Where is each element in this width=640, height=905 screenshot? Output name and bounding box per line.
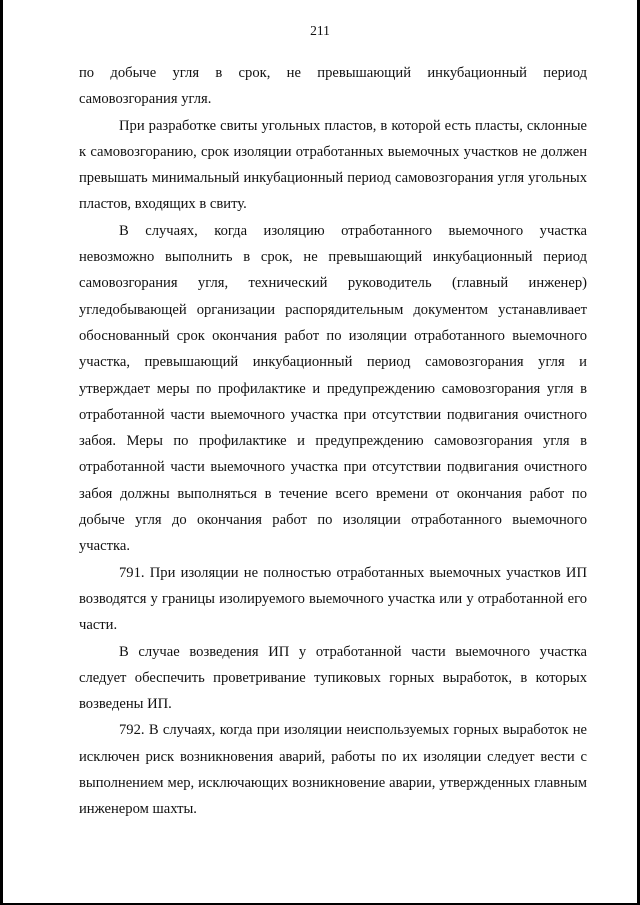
paragraph-isolation-delay: В случаях, когда изоляцию отработанного выемочного участка невозможно выполнить в срок, не превышающий инкубационный период самовозгорания угля, технический руководитель (главный инженер) угледобывающей организации распорядительным документом устанавливает обоснованный срок окончания работ по изоляции отработанного выемочного участка, превышающий инкубационный период самовозгорания угля и утверждает меры по профилактике и предупреждению самовозгорания угля в отработанной части выемочного участка при отсутствии подвигания очистного забоя. Меры по профилактике и предупреждению самовозгорания угля в отработанной части выемочного участка при отсутствии подвигания очистного забоя должны выполняться в течение всего времени от окончания работ по добыче угля до окончания работ по изоляции отработанного выемочного участка. xyxy=(79,222,587,555)
paragraph-792: 792. В случаях, когда при изоляции неиспользуемых горных выработок не исключен риск возникновения аварий, работы по их изоляции следует вести с выполнением мер, исключающих возникновение аварии, утвержденных главным инженером шахты. xyxy=(79,722,587,818)
paragraph-continuation: по добыче угля в срок, не превышающий инкубационный период самовозгорания угля. xyxy=(79,65,587,108)
document-body xyxy=(79,60,587,823)
paragraph-ventilation: В случае возведения ИП у отработанной части выемочного участка следует обеспечить проветривание тупиковых горных выработок, в которых возведены ИП. xyxy=(79,643,587,713)
paragraph-coal-seam-suite: При разработке свиты угольных пластов, в которой есть пласты, склонные к самовозгоранию, срок изоляции отработанных выемочных участков не должен превышать минимальный инкубационный период самовозгорания угля угольных пластов, входящих в свиту. xyxy=(79,117,587,213)
paragraph-791: 791. При изоляции не полностью отработанных выемочных участков ИП возводятся у границы изолируемого выемочного участка или у отработанной его части. xyxy=(79,564,587,634)
page-number: 211 xyxy=(310,23,330,38)
scan-edge-left xyxy=(0,0,3,905)
